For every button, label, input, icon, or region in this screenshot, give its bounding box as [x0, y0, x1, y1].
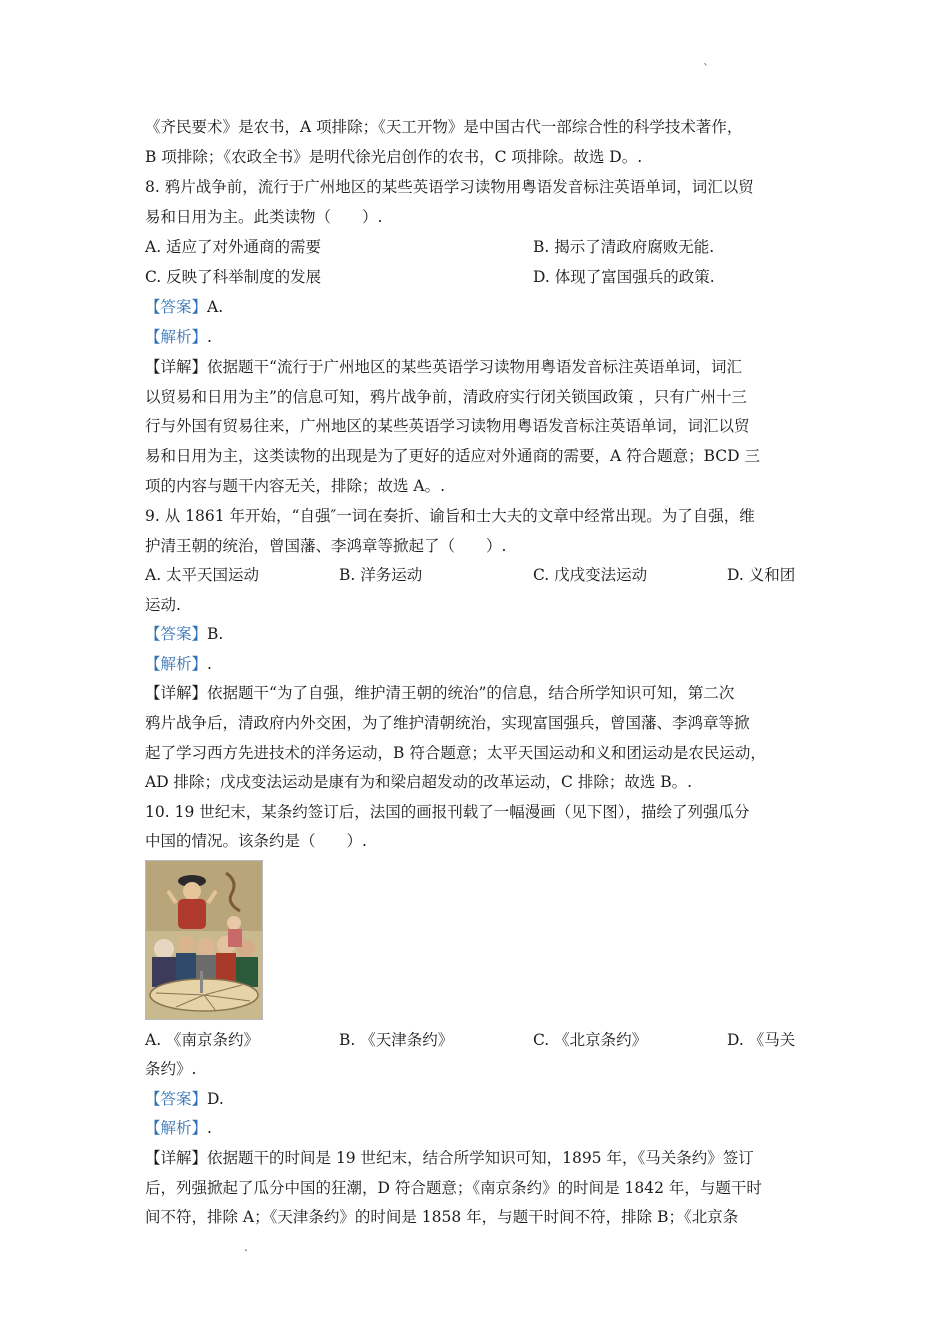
q8-option-c: C. 反映了科举制度的发展 [145, 268, 322, 286]
q9-detail-line-2: 鸦片战争后，清政府内外交困，为了维护清朝统治，实现富国强兵，曾国藩、李鸿章等掀 [145, 714, 750, 732]
q10-stem-line-1: 10. 19 世纪末，某条约签订后，法国的画报刊载了一幅漫画（见下图），描绘了列强瓜分 [145, 803, 750, 821]
q8-detail-line-3: 行与外国有贸易往来，广州地区的某些英语学习读物用粤语发音标注英语单词，词汇以贸 [145, 417, 750, 435]
q9-option-b: B. 洋务运动 [339, 566, 423, 584]
q8-analysis [145, 327, 212, 347]
q9-stem-line-1: 9. 从 1861 年开始，“自强″一词在奏折、谕旨和士大夫的文章中经常出现。为了自强，维 [145, 507, 755, 525]
q10-answer [145, 1089, 224, 1109]
detail-text: 依据题干“为了自强，维护清王朝的统治”的信息，结合所学知识可知，第二次 [207, 684, 735, 702]
q9-option-d-continued: 运动. [145, 596, 181, 614]
q9-option-d: D. 义和团 [727, 566, 796, 584]
q8-option-a: A. 适应了对外通商的需要 [145, 238, 322, 256]
analysis-tag: 【解析】 [145, 1119, 208, 1137]
prev-explanation-line-1: 《齐民要术》是农书，A 项排除；《天工开物》是中国古代一部综合性的科学技术著作， [145, 118, 743, 136]
answer-value: B. [207, 625, 224, 643]
page-mark-top: ` [703, 62, 709, 76]
q10-option-b: B. 《天津条约》 [339, 1031, 454, 1049]
q8-detail-line-1 [145, 357, 742, 377]
q8-option-b: B. 揭示了清政府腐败无能. [533, 238, 715, 256]
q9-stem-line-2: 护清王朝的统治，曾国藩、李鸿章等掀起了（ ）. [145, 537, 507, 555]
q9-detail-line-1 [145, 683, 734, 703]
q8-stem-line-1: 8. 鸦片战争前，流行于广州地区的某些英语学习读物用粤语发音标注英语单词，词汇以贸 [145, 178, 754, 196]
prev-explanation-line-2: B 项排除；《农政全书》是明代徐光启创作的农书，C 项排除。故选 D。. [145, 148, 643, 166]
analysis-tag: 【解析】 [145, 328, 208, 346]
q10-detail-line-3: 间不符，排除 A；《天津条约》的时间是 1858 年，与题干时间不符，排除 B；《北京条 [145, 1208, 739, 1226]
q10-stem-line-2: 中国的情况。该条约是（ ）. [145, 832, 367, 850]
page-mark-bottom: . [244, 1240, 248, 1254]
q8-stem-line-2: 易和日用为主。此类读物（ ）. [145, 208, 383, 226]
answer-value: D. [207, 1090, 224, 1108]
q9-option-c: C. 戊戌变法运动 [533, 566, 648, 584]
q9-detail-line-3: 起了学习西方先进技术的洋务运动，B 符合题意；太平天国运动和义和团运动是农民运动， [145, 744, 766, 762]
detail-tag: 【详解】 [145, 684, 208, 702]
answer-tag: 【答案】 [145, 1090, 208, 1108]
q8-answer [145, 297, 223, 317]
answer-tag: 【答案】 [145, 625, 208, 643]
detail-tag: 【详解】 [145, 1149, 208, 1167]
q9-option-a: A. 太平天国运动 [145, 566, 260, 584]
analysis-tag: 【解析】 [145, 655, 208, 673]
q8-detail-line-2: 以贸易和日用为主”的信息可知，鸦片战争前，清政府实行闭关锁国政策 ，只有广州十三 [145, 388, 747, 406]
q9-answer [145, 624, 223, 644]
detail-text: 依据题干“流行于广州地区的某些英语学习读物用粤语发音标注英语单词，词汇 [207, 358, 742, 376]
q9-analysis [145, 654, 212, 674]
q8-detail-line-5: 项的内容与题干内容无关，排除；故选 A。. [145, 477, 446, 495]
q10-detail-line-2: 后，列强掀起了瓜分中国的狂潮，D 符合题意；《南京条约》的时间是 1842 年，与题干时 [145, 1179, 762, 1197]
answer-tag: 【答案】 [145, 298, 208, 316]
q10-option-d-continued: 条约》. [145, 1060, 197, 1078]
detail-text: 依据题干的时间是 19 世纪末，结合所学知识可知，1895 年，《马关条约》签订 [207, 1149, 754, 1167]
partition-of-china-cartoon [145, 860, 263, 1020]
q10-analysis [145, 1118, 212, 1138]
analysis-value: . [207, 1119, 212, 1137]
q10-option-a: A. 《南京条约》 [145, 1031, 260, 1049]
q10-option-d: D. 《马关 [727, 1031, 796, 1049]
analysis-value: . [207, 655, 212, 673]
analysis-value: . [207, 328, 212, 346]
q9-detail-line-4: AD 排除；戊戌变法运动是康有为和梁启超发动的改革运动，C 排除；故选 B。. [145, 773, 693, 791]
q8-option-d: D. 体现了富国强兵的政策. [533, 268, 715, 286]
q10-option-c: C. 《北京条约》 [533, 1031, 648, 1049]
q10-detail-line-1 [145, 1148, 754, 1168]
q8-detail-line-4: 易和日用为主，这类读物的出现是为了更好的适应对外通商的需要，A 符合题意；BCD 三 [145, 447, 761, 465]
answer-value: A. [207, 298, 224, 316]
detail-tag: 【详解】 [145, 358, 208, 376]
